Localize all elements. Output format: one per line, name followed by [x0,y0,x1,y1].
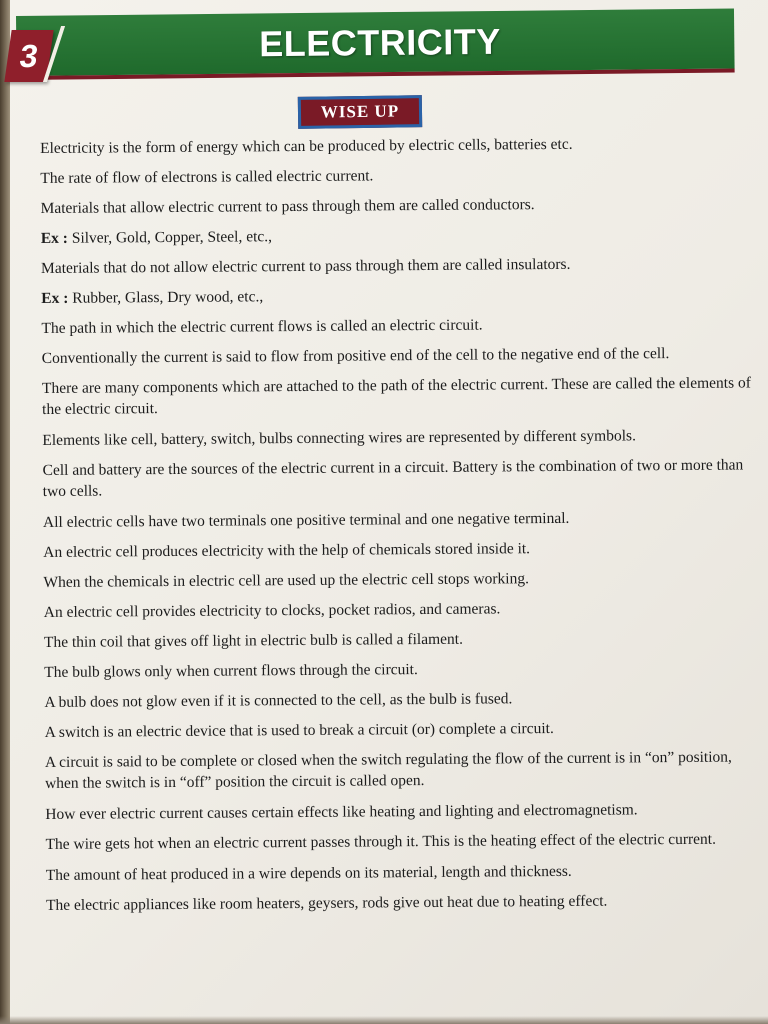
paragraph: A switch is an electric device that is used to break a circuit (or) complete a circuit. [44,719,554,741]
paragraph: The electric appliances like room heaters, geysers, rods give out heat due to heating effect. [45,892,608,914]
chapter-number: 3 [17,37,41,74]
paragraph: Materials that allow electric current to pass through them are called conductors. [40,196,535,217]
paragraph: How ever electric current causes certain effects like heating and lighting and electromagnetism. [45,801,638,823]
chapter-title: ELECTRICITY [259,20,501,65]
page-content [40,132,756,925]
paragraph: All electric cells have two terminals one positive terminal and one negative terminal. [42,509,570,531]
paragraph: Materials that do not allow electric current to pass through them are called insulators. [40,255,571,277]
paragraph: An electric cell produces electricity with the help of chemicals stored inside it. [43,540,531,561]
paragraph: There are many components which are attached to the path of the electric current. These are called the elements of the electric circuit. [41,374,751,418]
example-text: Rubber, Glass, Dry wood, etc., [72,288,264,307]
example-label: Ex : [40,229,68,247]
example-line [41,222,751,249]
paragraph: The rate of flow of electrons is called electric current. [40,167,374,187]
example-label: Ex : [41,289,69,307]
paragraph: The thin coil that gives off light in electric bulb is called a filament. [43,630,463,651]
paragraph: The path in which the electric current flows is called an electric circuit. [41,316,483,337]
paragraph: A circuit is said to be complete or closed when the switch regulating the flow of the current is in “on” position, when the switch is in “off” position the circuit is called open. [44,748,732,792]
example-line [41,282,751,309]
example-text: Silver, Gold, Copper, Steel, etc., [71,228,273,247]
paragraph: The wire gets hot when an electric current passes through it. This is the heating effect of the electric current. [45,830,717,853]
paragraph: An electric cell provides electricity to clocks, pocket radios, and cameras. [43,600,501,621]
paragraph: Elements like cell, battery, switch, bulbs connecting wires are represented by different symbols. [42,427,636,449]
paragraph: The amount of heat produced in a wire depends on its material, length and thickness. [45,862,572,884]
section-label: WISE UP [320,101,400,122]
paragraph: Conventionally the current is said to flow from positive end of the cell to the negative end of the cell. [41,345,670,367]
paragraph: Cell and battery are the sources of the electric current in a circuit. Battery is the combination of two or more than two cells. [42,456,744,500]
paragraph: Electricity is the form of energy which can be produced by electric cells, batteries etc. [40,135,573,157]
page-bottom-edge [0,1016,768,1024]
section-label-box [298,95,422,129]
paragraph: The bulb glows only when current flows through the circuit. [44,661,418,681]
paragraph: When the chemicals in electric cell are used up the electric cell stops working. [43,570,530,591]
paragraph: A bulb does not glow even if it is connected to the cell, as the bulb is fused. [44,690,513,711]
